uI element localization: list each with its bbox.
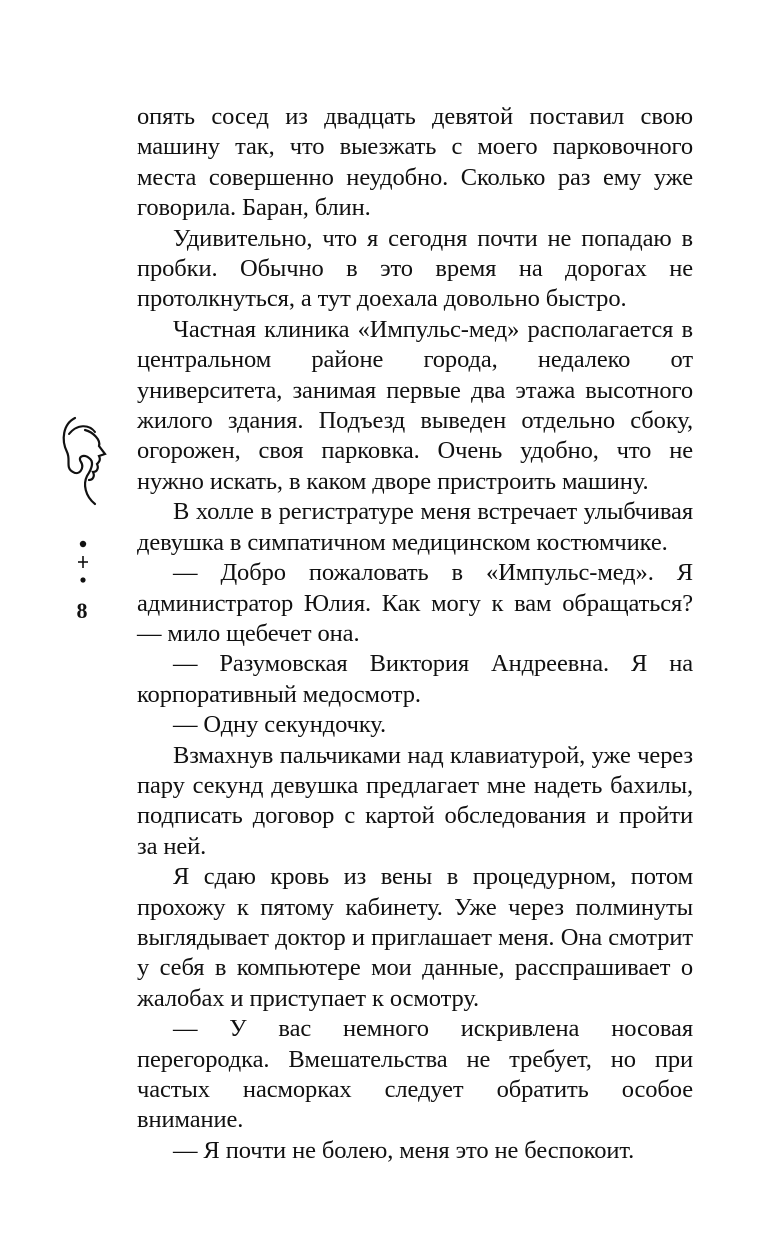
dialogue-line: — Я почти не болею, меня это не беспокоит. — [173, 1136, 635, 1164]
paragraph: Я сдаю кровь из вены в процедурном, потом прохожу к пятому кабинету. Уже через полминуты выглядывает доктор и приглашает меня. Она смотрит у себя в компьютере мои данные, расспрашивает о жалобах и приступает к осмотру. — [137, 863, 693, 1012]
paragraph: В холле в регистратуре меня встречает улыбчивая девушка в симпатичном медицинском костюмчике. — [137, 498, 693, 556]
paragraph: Частная клиника «Импульс-мед» располагается в центральном районе города, недалеко от университета, занимая первые два этажа высотного жилого здания. Подъезд выведен отдельно сбоку, огорожен, своя парковка. Очень удобно, что не нужно искать, в каком дворе пристроить машину. — [137, 315, 693, 495]
dialogue-line: — Одну секундочку. — [173, 711, 386, 739]
paragraph: опять сосед из двадцать девятой поставил свою машину так, что выезжать с моего парковочного места совершенно неудобно. Сколько раз ему уже говорила. Баран, блин. — [137, 103, 693, 222]
ornament-dots-icon — [76, 538, 90, 588]
paragraph: Взмахнув пальчиками над клавиатурой, уже через пару секунд девушка предлагает мне надеть бахилы, подписать договор с картой обследования и пройти за ней. — [137, 741, 693, 860]
body-text — [137, 102, 693, 1166]
page-number: 8 — [76, 598, 88, 623]
paragraph: Удивительно, что я сегодня почти не попадаю в пробки. Обычно в это время на дорогах не протолкнуться, а тут доехала довольно быстро. — [137, 224, 693, 313]
face-profile-icon — [55, 410, 115, 510]
dialogue-line: — Добро пожаловать в «Импульс-мед». Я администратор Юлия. Как могу к вам обращаться? — мило щебечет она. — [137, 559, 693, 647]
dialogue-line: — У вас немного искривлена носовая перегородка. Вмешательства не требует, но при частых насморках следует обратить особое внимание. — [137, 1015, 693, 1134]
dialogue-line: — Разумовская Виктория Андреевна. Я на корпоративный медосмотр. — [137, 650, 693, 708]
